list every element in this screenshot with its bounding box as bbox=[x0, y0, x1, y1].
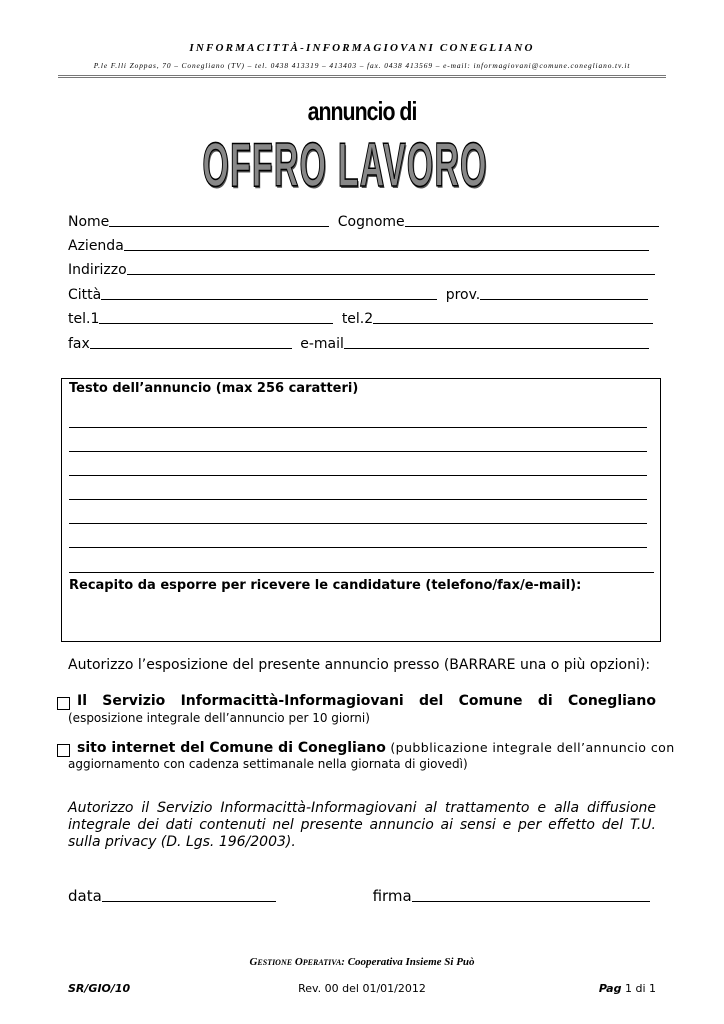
ad-text-line[interactable] bbox=[69, 499, 647, 500]
footer-gestione bbox=[0, 956, 724, 968]
option1-word: Comune bbox=[458, 693, 523, 709]
option1-word: Servizio bbox=[102, 693, 166, 709]
prov-field[interactable] bbox=[480, 284, 648, 300]
row-nome-cognome bbox=[68, 211, 658, 233]
ad-text-line[interactable] bbox=[69, 523, 647, 524]
azienda-label: Azienda bbox=[68, 238, 124, 254]
option2-note: aggiornamento con cadenza settimanale nella giornata di giovedì) bbox=[68, 757, 468, 771]
footer-page bbox=[599, 982, 656, 995]
consent-intro: Autorizzo l’esposizione del presente annuncio presso (BARRARE una o più opzioni): bbox=[68, 657, 651, 673]
ad-text-line[interactable] bbox=[69, 547, 647, 548]
option2-label bbox=[68, 740, 675, 756]
option1-note: (esposizione integrale dell’annuncio per 10 giorni) bbox=[68, 711, 370, 725]
row-azienda bbox=[68, 235, 658, 257]
data-field[interactable] bbox=[102, 886, 276, 902]
citta-field[interactable] bbox=[101, 284, 437, 300]
ad-text-box bbox=[61, 378, 661, 642]
row-citta-prov bbox=[68, 284, 658, 306]
nome-field[interactable] bbox=[109, 211, 329, 227]
signature-row bbox=[68, 886, 658, 905]
option1-word: Informacittà-Informagiovani bbox=[180, 693, 404, 709]
nome-label: Nome bbox=[68, 214, 110, 230]
tel2-label: tel.2 bbox=[341, 311, 374, 327]
ad-text-line[interactable] bbox=[69, 427, 647, 428]
contact-label: Recapito da esporre per ricevere le candidature (telefono/fax/e-mail): bbox=[69, 578, 582, 593]
cognome-field[interactable] bbox=[405, 211, 659, 227]
tel1-field[interactable] bbox=[99, 308, 333, 324]
page-value: 1 di 1 bbox=[624, 982, 656, 995]
ad-text-line[interactable] bbox=[69, 572, 654, 573]
option1-word: Conegliano bbox=[567, 693, 656, 709]
header-address: P.le F.lli Zoppas, 70 – Conegliano (TV) – tel. 0438 413319 – 413403 – fax. 0438 413569 – e-mail: informagiovani@comune.conegliano.tv.it bbox=[93, 61, 631, 70]
heading-offro-lavoro: OFFRO LAVORO bbox=[202, 131, 488, 200]
fax-field[interactable] bbox=[90, 333, 292, 349]
option2-bold: sito internet del Comune di Conegliano bbox=[77, 740, 386, 756]
option1-word: Il bbox=[77, 693, 88, 709]
privacy-statement: Autorizzo il Servizio Informacittà-Informagiovani al trattamento e alla diffusione integrale dei dati contenuti nel presente annuncio ai sensi e per effetto del T.U. sulla privacy (D. Lgs. 196/2003). bbox=[68, 800, 656, 850]
ad-text-line[interactable] bbox=[69, 451, 647, 452]
row-fax-email bbox=[68, 333, 658, 355]
firma-field[interactable] bbox=[412, 886, 650, 902]
option2-rest: (pubblicazione integrale dell’annuncio con bbox=[390, 740, 675, 755]
ad-text-title: Testo dell’annuncio (max 256 caratteri) bbox=[69, 381, 359, 396]
gestione-value: Cooperativa Insieme Si Può bbox=[347, 956, 475, 968]
indirizzo-field[interactable] bbox=[127, 259, 655, 275]
firma-label: firma bbox=[372, 887, 412, 905]
fax-label: fax bbox=[68, 336, 90, 352]
header-title: INFORMACITTÀ-INFORMAGIOVANI CONEGLIANO bbox=[189, 42, 535, 54]
row-tel bbox=[68, 308, 658, 330]
footer-code: SR/GIO/10 bbox=[68, 982, 131, 995]
gestione-label: Gestione Operativa: bbox=[249, 956, 345, 968]
prov-label: prov. bbox=[445, 287, 481, 303]
email-field[interactable] bbox=[344, 333, 649, 349]
header-divider bbox=[58, 75, 666, 78]
data-label: data bbox=[68, 887, 102, 905]
tel2-field[interactable] bbox=[373, 308, 653, 324]
page-label: Pag bbox=[598, 982, 622, 995]
ad-text-line[interactable] bbox=[69, 475, 647, 476]
citta-label: Città bbox=[68, 287, 102, 303]
row-indirizzo bbox=[68, 259, 658, 281]
option1-word: del bbox=[419, 693, 444, 709]
option1-word: di bbox=[537, 693, 553, 709]
option1-label bbox=[68, 693, 656, 709]
azienda-field[interactable] bbox=[124, 235, 649, 251]
heading-annuncio: annuncio di bbox=[307, 96, 417, 126]
footer-revision: Rev. 00 del 01/01/2012 bbox=[298, 982, 426, 995]
indirizzo-label: Indirizzo bbox=[68, 262, 127, 278]
tel1-label: tel.1 bbox=[68, 311, 100, 327]
email-label: e-mail bbox=[300, 336, 344, 352]
cognome-label: Cognome bbox=[337, 214, 405, 230]
